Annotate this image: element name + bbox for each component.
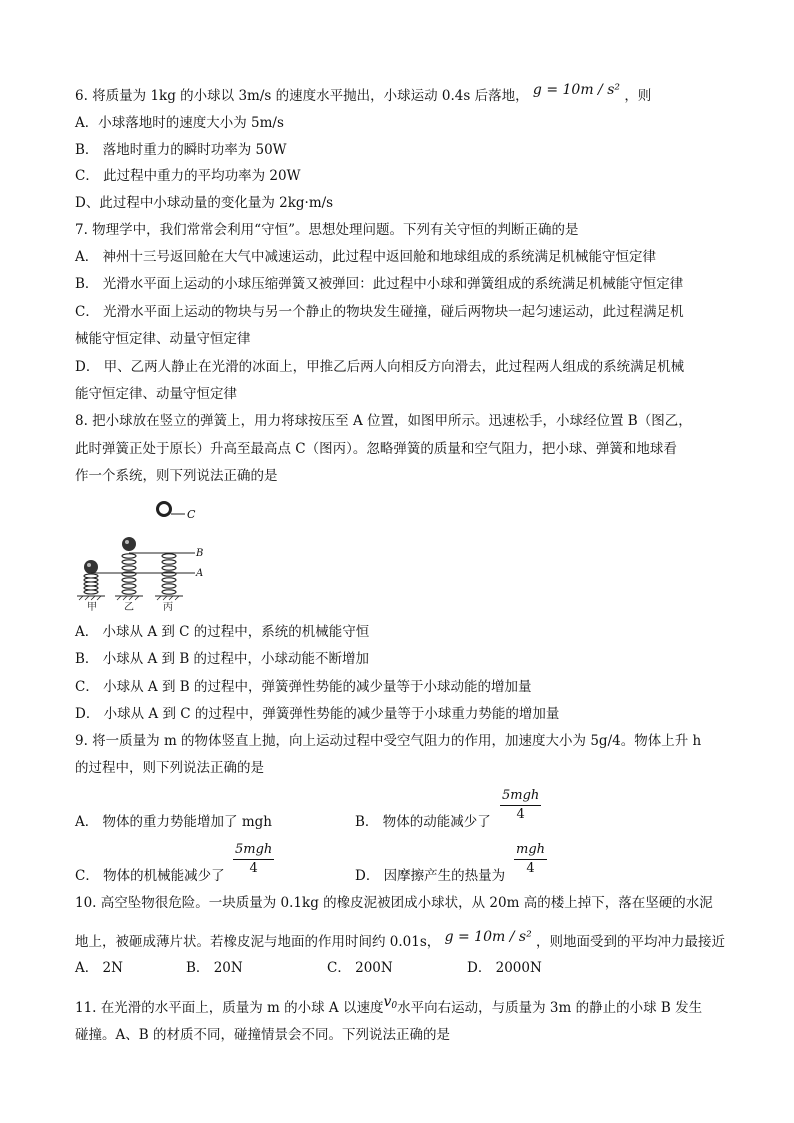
q10-stem-line2-text: 地上，被砸成薄片状。若橡皮泥与地面的作用时间约 0.01s， — [75, 934, 441, 950]
q9-option-c-denominator: 4 — [249, 861, 258, 876]
q9-option-c: C． 物体的机械能减少了 — [75, 868, 225, 884]
q9-stem-line2: 的过程中，则下列说法正确的是 — [75, 760, 264, 776]
q9-stem-line1: 9. 将一质量为 m 的物体竖直上抛，向上运动过程中受空气阻力的作用，加速度大小为 5g/4。物体上升 h — [75, 733, 702, 749]
spring-jia — [84, 574, 98, 594]
label-a: A — [196, 568, 204, 579]
q11-stem-text: 11. 在光滑的水平面上，质量为 m 的小球 A 以速度 — [75, 1000, 384, 1016]
q11-v0 — [383, 994, 397, 1010]
q11-stem-line1 — [75, 994, 703, 1022]
q10-stem-line2 — [75, 929, 725, 952]
ball-jia — [84, 560, 98, 574]
spring-ball-figure — [75, 496, 225, 614]
q10-option-c: C． 200N — [327, 960, 393, 976]
q7-option-a: A． 神州十三号返回舱在大气中减速运动，此过程中返回舱和地球组成的系统满足机械能守恒定律 — [75, 249, 657, 265]
q8-stem-line1: 8. 把小球放在竖立的弹簧上，用力将球按压至 A 位置，如图甲所示。迅速松手，小球经位置 B（图乙， — [75, 413, 692, 429]
q9-option-d: D． 因摩擦产生的热量为 — [355, 868, 506, 884]
q8-option-c: C． 小球从 A 到 B 的过程中，弹簧弹性势能的减少量等于小球动能的增加量 — [75, 679, 532, 695]
q8-option-b: B． 小球从 A 到 B 的过程中，小球动能不断增加 — [75, 651, 370, 667]
q6-stem-text: 6. 将质量为 1kg 的小球以 3m/s 的速度水平抛出，小球运动 0.4s 后落地， — [75, 88, 529, 104]
q10-option-a: A． 2N — [75, 960, 123, 976]
q11-stem-line2: 碰撞。A、B 的材质不同，碰撞情景会不同。下列说法正确的是 — [75, 1027, 450, 1043]
q10-g-formula: g = 10m / s² — [444, 929, 532, 945]
q6-stem-tail: ，则 — [624, 88, 652, 104]
q7-stem: 7. 物理学中，我们常常会利用“守恒”。思想处理问题。下列有关守恒的判断正确的是 — [75, 222, 579, 238]
ball-yi — [122, 537, 136, 551]
q7-option-d-cont: 能守恒定律、动量守恒定律 — [75, 386, 237, 402]
q7-option-c: C． 光滑水平面上运动的物块与另一个静止的物块发生碰撞，碰后两物块一起匀速运动，此过程满足机 — [75, 304, 684, 320]
q6-option-b: B． 落地时重力的瞬时功率为 50W — [75, 142, 287, 158]
q6-option-c: C． 此过程中重力的平均功率为 20W — [75, 168, 301, 184]
q9-option-d-fraction — [514, 841, 547, 878]
label-b: B — [196, 548, 204, 559]
q6-option-a: A．小球落地时的速度大小为 5m/s — [75, 115, 284, 131]
q8-option-d: D． 小球从 A 到 C 的过程中，弹簧弹性势能的减少量等于小球重力势能的增加量 — [75, 706, 560, 722]
q6-stem — [75, 82, 652, 106]
label-bing: 丙 — [163, 602, 173, 613]
q11-stem-tail: 水平向右运动，与质量为 3m 的静止的小球 B 发生 — [397, 1000, 703, 1016]
q11-v0-symbol: v — [383, 994, 392, 1010]
q9-option-b-denominator: 4 — [516, 807, 525, 822]
spring-bing — [162, 554, 176, 594]
label-yi: 乙 — [124, 602, 134, 613]
q6-option-d: D、此过程中小球动量的变化量为 2kg·m/s — [75, 195, 334, 211]
q8-stem-line2: 此时弹簧正处于原长）升高至最高点 C（图丙）。忽略弹簧的质量和空气阻力，把小球、弹簧和地球看 — [75, 441, 677, 457]
q7-option-b: B． 光滑水平面上运动的小球压缩弹簧又被弹回：此过程中小球和弹簧组成的系统满足机械能守恒定律 — [75, 276, 684, 292]
ball-bing — [158, 503, 171, 516]
q10-option-b: B． 20N — [186, 960, 243, 976]
q10-stem-line2-tail: ，则地面受到的平均冲力最接近 — [535, 934, 725, 950]
spring-yi — [122, 554, 136, 594]
label-c: C — [187, 508, 196, 521]
q8-stem-line3: 作一个系统，则下列说法正确的是 — [75, 468, 278, 484]
q6-g-formula: g = 10m / s² — [532, 82, 621, 98]
q9-option-d-denominator: 4 — [526, 861, 535, 876]
q9-option-d-numerator: mgh — [514, 841, 547, 860]
q8-option-a: A． 小球从 A 到 C 的过程中，系统的机械能守恒 — [75, 624, 370, 640]
q9-option-b-numerator: 5mgh — [500, 787, 541, 806]
q7-option-d: D． 甲、乙两人静止在光滑的冰面上，甲推乙后两人向相反方向滑去，此过程两人组成的系统满足机械 — [75, 359, 685, 375]
q9-option-c-numerator: 5mgh — [233, 841, 274, 860]
label-jia: 甲 — [87, 602, 97, 613]
q7-option-c-cont: 械能守恒定律、动量守恒定律 — [75, 331, 251, 347]
q9-option-b: B． 物体的动能减少了 — [355, 814, 491, 830]
q10-stem-line1: 10. 高空坠物很危险。一块质量为 0.1kg 的橡皮泥被团成小球状，从 20m 高的楼上掉下，落在坚硬的水泥 — [75, 895, 713, 911]
q9-option-b-fraction — [500, 787, 541, 824]
q9-option-a: A． 物体的重力势能增加了 mgh — [75, 814, 272, 830]
q11-v0-subscript: 0 — [391, 1001, 398, 1011]
q9-option-c-fraction — [233, 841, 274, 878]
q10-option-d: D． 2000N — [467, 960, 542, 976]
